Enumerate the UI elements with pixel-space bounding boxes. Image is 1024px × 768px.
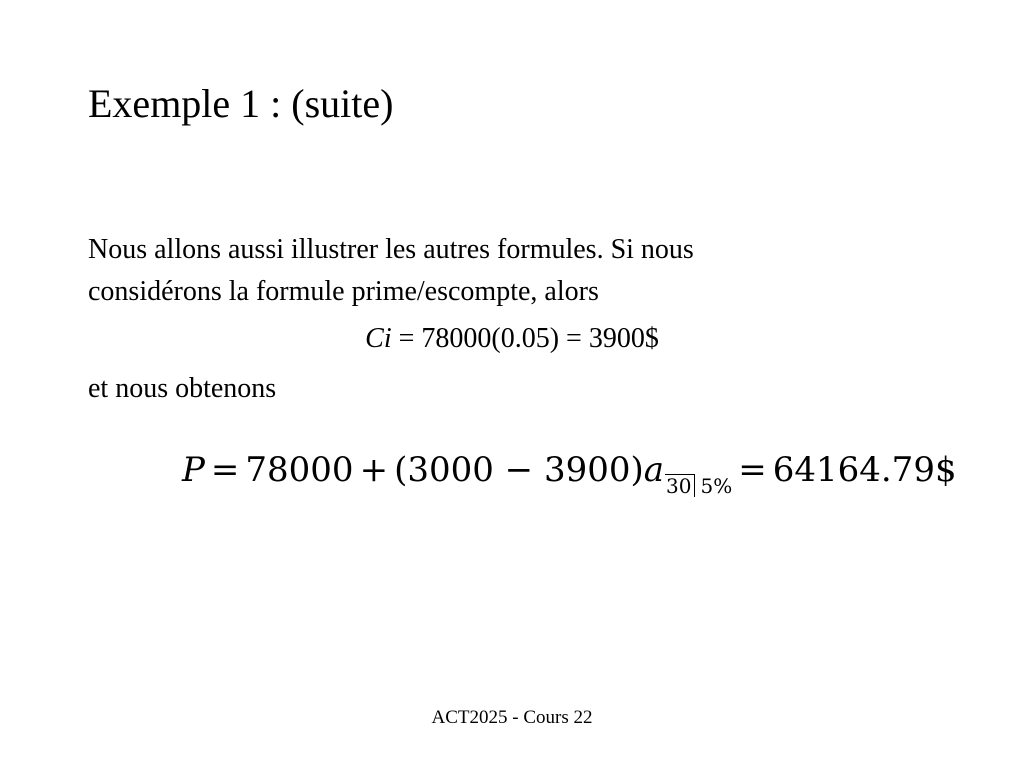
annuity-rate: 5% [700, 474, 733, 498]
slide-title: Exemple 1 : (suite) [88, 81, 394, 126]
formula-plus: + [359, 450, 389, 490]
paragraph-intro [88, 233, 694, 317]
formula-lhs: P [182, 450, 205, 490]
formula-result: 64164.79$ [772, 450, 957, 490]
annuity-subscript [665, 462, 732, 510]
annuity-symbol: a [643, 450, 665, 490]
formula-paren-expression: (3000 − 3900) [394, 450, 644, 490]
annuity-term: 30 [665, 474, 695, 497]
formula-term-1: 78000 [245, 450, 354, 490]
equation-ci-rest: = 78000(0.05) = 3900$ [391, 323, 659, 354]
paragraph-result-intro: et nous obtenons [88, 373, 277, 404]
paragraph-intro-line-1: Nous allons aussi illustrer les autres formules. Si nous [88, 234, 694, 265]
equation-ci-variable: Ci [365, 323, 392, 354]
formula-equals-2: = [738, 450, 767, 490]
slide-footer: ACT2025 - Cours 22 [431, 707, 593, 728]
equation-ci [0, 322, 1024, 356]
formula-equals-1: = [210, 450, 240, 490]
paragraph-intro-line-2: considérons la formule prime/escompte, alors [88, 276, 599, 307]
formula-present-value [182, 446, 957, 498]
annuity-factor [644, 446, 732, 498]
